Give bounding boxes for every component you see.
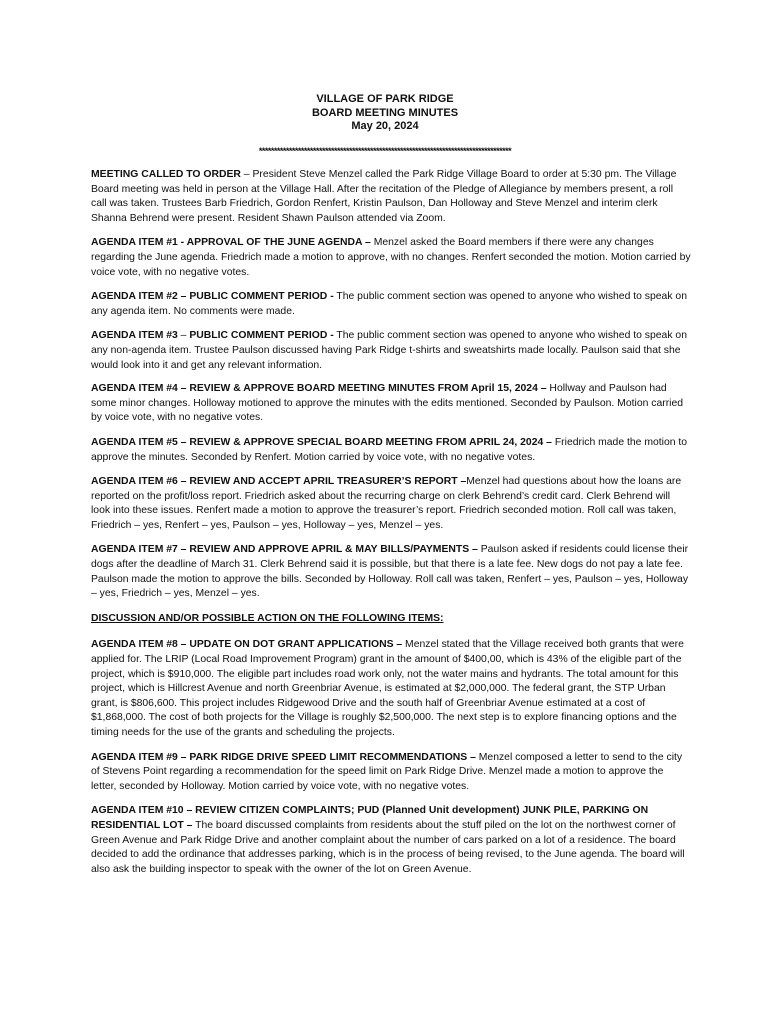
document-header [0, 93, 770, 134]
paragraph-label: AGENDA ITEM #1 - APPROVAL OF THE JUNE AGENDA – [91, 237, 371, 249]
paragraph-label: MEETING CALLED TO ORDER [91, 169, 241, 180]
paragraph-call-to-order [91, 168, 691, 226]
paragraph-label: AGENDA ITEM #6 – REVIEW AND ACCEPT APRIL TREASURER’S REPORT – [91, 476, 467, 488]
paragraph-text: Friedrich made the motion to approve the minutes. Seconded by Renfert. Motion carried by voice vote, with no negative votes. [91, 436, 688, 463]
paragraph-label: AGENDA ITEM #10 – REVIEW CITIZEN COMPLAINTS; PUD (Planned Unit development) JUNK PILE, PARKING ON RESIDENTIAL LOT – [91, 805, 649, 831]
paragraph-agenda-item-3 [91, 329, 691, 373]
paragraph-text: Menzel composed a letter to send to the city of Stevens Point regarding a recommendation for the speed limit on Park Ridge Drive. Menzel made a motion to approve the letter, seconded by Holloway. Motion carried by voice vote, with no negative votes. [91, 751, 683, 792]
paragraph-text: The board discussed complaints from residents about the stuff piled on the lot on the northwest corner of Green Avenue and Park Ridge Drive and another complaint about the number of cars parked on a lot of a residence. The board decided to add the ordinance that addresses parking, which is in the process of being revised, to the June agenda. The board will also ask the building inspector to speak with the owner of the lot on Green Avenue. [91, 819, 685, 875]
paragraph-label: AGENDA ITEM #2 – PUBLIC COMMENT PERIOD - [91, 291, 334, 303]
paragraph-agenda-item-10 [91, 804, 691, 877]
paragraph-label: AGENDA ITEM #9 – PARK RIDGE DRIVE SPEED LIMIT RECOMMENDATIONS – [91, 751, 476, 763]
paragraph-agenda-item-2 [91, 290, 691, 319]
paragraph-text: The public comment section was opened to anyone who wished to speak on any agenda item. No comments were made. [91, 291, 687, 317]
paragraph-label: AGENDA ITEM #5 – REVIEW & APPROVE SPECIAL BOARD MEETING FROM APRIL 24, 2024 – [91, 436, 552, 448]
paragraph-label: AGENDA ITEM #7 – REVIEW AND APPROVE APRIL & MAY BILLS/PAYMENTS – [91, 544, 478, 556]
paragraph-label: AGENDA ITEM #8 – UPDATE ON DOT GRANT APPLICATIONS – [91, 639, 403, 651]
village-name: VILLAGE OF PARK RIDGE [316, 93, 454, 105]
paragraph-label: AGENDA ITEM #3 [91, 330, 178, 342]
paragraph-text: The public comment section was opened to anyone who wished to speak on any non-agenda item. Trustee Paulson discussed having Park Ridge t-shirts and sweatshirts made locally. Paulson said that she would look into it and get any relevant information. [91, 330, 687, 371]
paragraph-label-2: PUBLIC COMMENT PERIOD - [189, 330, 334, 342]
paragraph-text: Paulson asked if residents could license their dogs after the deadline of March 31. Clerk Behrend said it is possible, but that there is a late fee. New dogs do not pay a late fee. Paulson made the motion to approve the bills. Seconded by Holloway. Roll call was taken, Renfert – yes, Paulson – yes, Holloway – yes, Friedrich – yes, Menzel – yes. [91, 544, 689, 600]
paragraph-text: – President Steve Menzel called the Park Ridge Village Board to order at 5:30 pm. The Village Board meeting was held in person at the Village Hall. After the recitation of the Pledge of Allegiance by members present, a roll call was taken. Trustees Barb Friedrich, Gordon Renfert, Kristin Paulson, Dan Holloway and Steve Menzel and interim clerk Shanna Behrend were present. Resident Shawn Paulson attended via Zoom. [91, 169, 677, 224]
paragraph-agenda-item-8 [91, 638, 691, 740]
paragraph-agenda-item-7 [91, 543, 691, 601]
paragraph-text: Menzel stated that the Village received both grants that were applied for. The LRIP (Local Road Improvement Program) grant in the amount of $400,00, which is 43% of the eligible part of the project, which is $910,000. The eligible part includes road work only, not the water mains and hydrants. The total amount for this project, which is Hillcrest Avenue and north Greenbriar Avenue, is estimated at $2,000,000. The federal grant, the STP Urban grant, is $806,600. This project includes Ridgewood Drive and the south half of Greenbriar Avenue estimated at a cost of $1,868,000. The cost of both projects for the Village is roughly $2,500,000. The next step is to explore financing options and the timing needs for the use of the grants and scheduling the projects. [91, 639, 684, 738]
separator-line: ************************************************************************************ [258, 146, 512, 156]
paragraph-agenda-item-4 [91, 382, 691, 426]
paragraph-text: Menzel had questions about how the loans are reported on the profit/loss report. Friedrich asked about the recurring charge on clerk Behrend’s credit card. Clerk Behrend will look into these issues. Renfert made a motion to approve the treasurer’s report. Friedrich seconded motion. Roll call was taken, Friedrich – yes, Renfert – yes, Paulson – yes, Holloway – yes, Menzel – yes. [91, 476, 682, 531]
paragraph-text: Hollway and Paulson had some minor changes. Holloway motioned to approve the minutes with the edits mentioned. Seconded by Paulson. Motion carried by voice vote, with no negative votes. [91, 383, 684, 424]
paragraph-dash: – [177, 330, 190, 342]
document-title: BOARD MEETING MINUTES [311, 106, 459, 119]
meeting-date: May 20, 2024 [351, 120, 419, 132]
section-heading: DISCUSSION AND/OR POSSIBLE ACTION ON THE FOLLOWING ITEMS: [91, 612, 444, 624]
paragraph-agenda-item-6 [91, 475, 691, 533]
paragraph-agenda-item-9 [91, 751, 691, 795]
paragraph-text: Menzel asked the Board members if there were any changes regarding the June agenda. Friedrich made a motion to approve, with no changes. Renfert seconded the motion. Motion carried by voice vote, with no negative votes. [91, 237, 691, 278]
paragraph-label: AGENDA ITEM #4 – REVIEW & APPROVE BOARD MEETING MINUTES FROM April 15, 2024 – [91, 383, 547, 395]
paragraph-agenda-item-5 [91, 436, 691, 465]
paragraph-agenda-item-1 [91, 236, 691, 280]
minutes-body [91, 168, 691, 887]
